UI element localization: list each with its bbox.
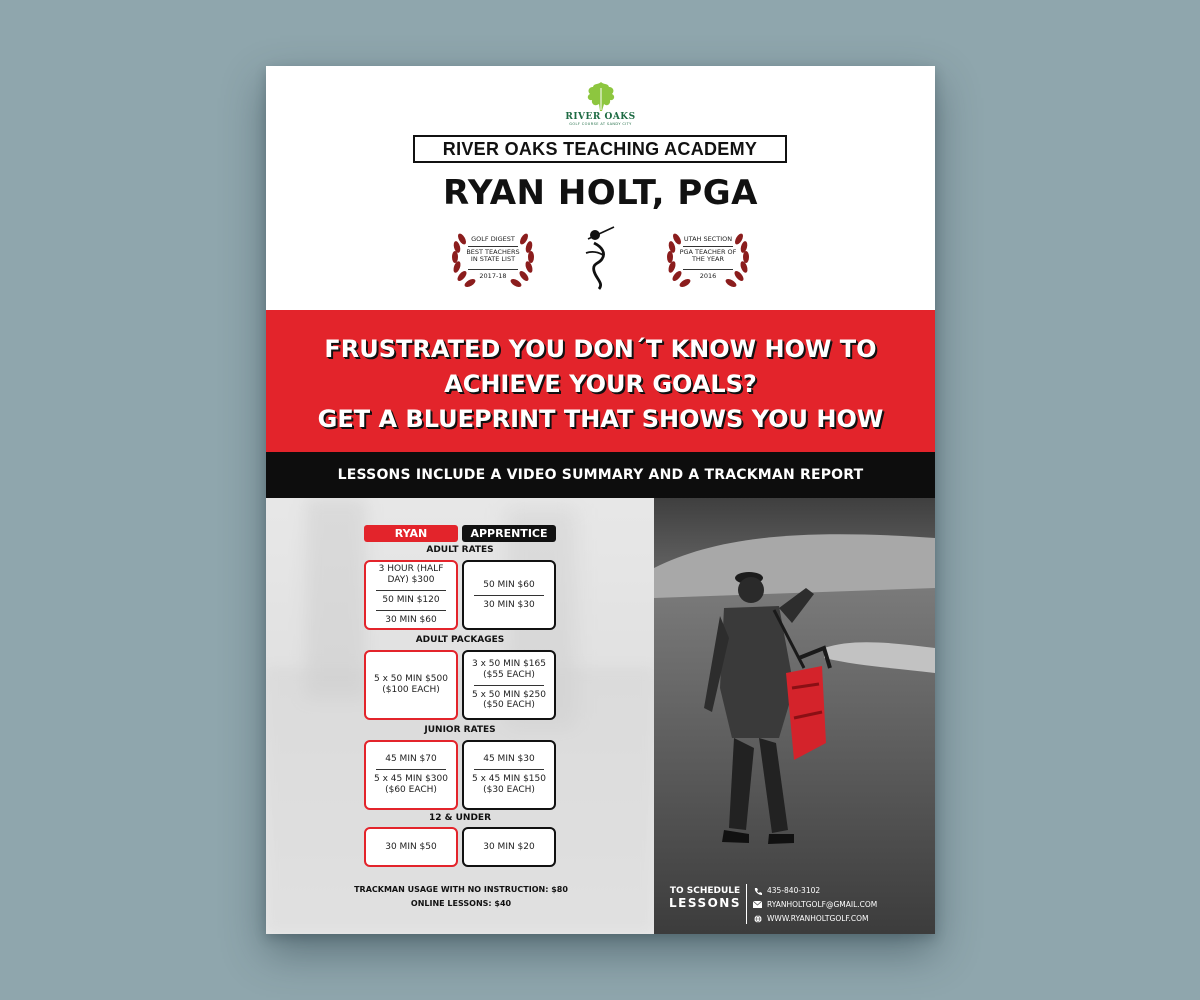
coach-name: RYAN HOLT, PGA — [443, 173, 758, 213]
section-adult-packages: ADULT PACKAGES — [415, 635, 505, 645]
contact-website[interactable] — [753, 914, 869, 923]
rate-item: 30 MIN $60 — [385, 614, 437, 625]
email-text: RYANHOLTGOLF@GMAIL.COM — [767, 900, 878, 909]
section-adult-rates: ADULT RATES — [426, 545, 494, 555]
divider — [746, 884, 747, 924]
rate-item: 3 HOUR (HALF DAY) $300 — [378, 564, 444, 586]
golfer-swing-logo — [572, 223, 632, 293]
rate-item: 30 MIN $20 — [483, 841, 535, 852]
globe-icon — [753, 914, 762, 923]
schedule-line-2: LESSONS — [669, 895, 741, 910]
divider — [468, 246, 518, 247]
envelope-icon — [753, 900, 762, 909]
ryan-adult-packages-box — [364, 650, 458, 720]
schedule-label — [665, 887, 745, 910]
rate-item: 5 x 45 MIN $150 ($30 EACH) — [471, 774, 546, 795]
column-header-apprentice: APPRENTICE — [462, 525, 556, 542]
headline-line-1: FRUSTRATED YOU DON´T KNOW HOW TO — [324, 335, 877, 363]
rate-item: 30 MIN $50 — [385, 841, 437, 852]
divider — [468, 269, 518, 270]
contact-phone[interactable] — [753, 886, 820, 895]
apprentice-adult-packages-box — [462, 650, 556, 720]
section-twelve-under: 12 & UNDER — [428, 813, 492, 823]
logo-tagline: GOLF COURSE AT SANDY CITY — [569, 122, 632, 126]
river-oaks-logo — [561, 80, 641, 126]
website-text: WWW.RYANHOLTGOLF.COM — [767, 914, 869, 923]
flyer — [266, 66, 935, 934]
award-middle: BEST TEACHERS IN STATE LIST — [466, 248, 520, 264]
subheadline: LESSONS INCLUDE A VIDEO SUMMARY AND A TRACKMAN REPORT — [266, 452, 935, 498]
award-bottom: 2017-18 — [479, 272, 507, 280]
contact-email[interactable] — [753, 900, 877, 909]
rate-item: 45 MIN $30 — [483, 754, 535, 765]
award-utah-section — [661, 229, 755, 293]
golf-swing-icon — [572, 223, 632, 293]
column-header-ryan: RYAN — [364, 525, 458, 542]
rate-item: 5 x 45 MIN $300 ($60 EACH) — [373, 774, 448, 795]
rate-item: 3 x 50 MIN $165 ($55 EACH) — [471, 658, 546, 680]
award-top: GOLF DIGEST — [471, 235, 515, 243]
rate-item: 45 MIN $70 — [385, 754, 437, 765]
rate-item: 50 MIN $120 — [382, 595, 440, 605]
headline-line-3: GET A BLUEPRINT THAT SHOWS YOU HOW — [317, 405, 884, 433]
golfer-walking-image — [654, 498, 935, 934]
faded-background-photo — [266, 498, 654, 934]
phone-text: 435-840-3102 — [767, 886, 821, 895]
rate-item: 30 MIN $30 — [483, 599, 535, 610]
apprentice-twelve-under-box — [462, 827, 556, 867]
online-note: ONLINE LESSONS: $40 — [410, 899, 512, 908]
apprentice-junior-rates-box — [462, 740, 556, 810]
headline — [266, 332, 935, 437]
ryan-adult-rates-box — [364, 560, 458, 630]
award-top: UTAH SECTION — [683, 235, 733, 243]
rate-item: 5 x 50 MIN $250 ($50 EACH) — [471, 689, 546, 711]
ryan-junior-rates-box — [364, 740, 458, 810]
apprentice-adult-rates-box — [462, 560, 556, 630]
award-middle: PGA TEACHER OF THE YEAR — [679, 248, 737, 264]
golfer-photo — [654, 498, 935, 934]
phone-icon — [753, 886, 762, 895]
academy-title: RIVER OAKS TEACHING ACADEMY — [413, 135, 787, 163]
rate-item: 5 x 50 MIN $500 ($100 EACH) — [373, 674, 448, 695]
rate-item: 50 MIN $60 — [483, 579, 535, 590]
ryan-twelve-under-box — [364, 827, 458, 867]
award-golf-digest — [446, 229, 540, 293]
trackman-note: TRACKMAN USAGE WITH NO INSTRUCTION: $80 — [354, 885, 568, 894]
headline-line-2: ACHIEVE YOUR GOALS? — [444, 370, 757, 398]
logo-name: RIVER OAKS — [565, 112, 636, 122]
oak-leaf-icon — [584, 80, 618, 114]
schedule-line-1: TO SCHEDULE — [669, 886, 741, 896]
divider — [683, 269, 733, 270]
section-junior-rates: JUNIOR RATES — [424, 725, 496, 735]
headline-band — [266, 310, 935, 452]
divider — [683, 246, 733, 247]
award-bottom: 2016 — [699, 272, 717, 280]
